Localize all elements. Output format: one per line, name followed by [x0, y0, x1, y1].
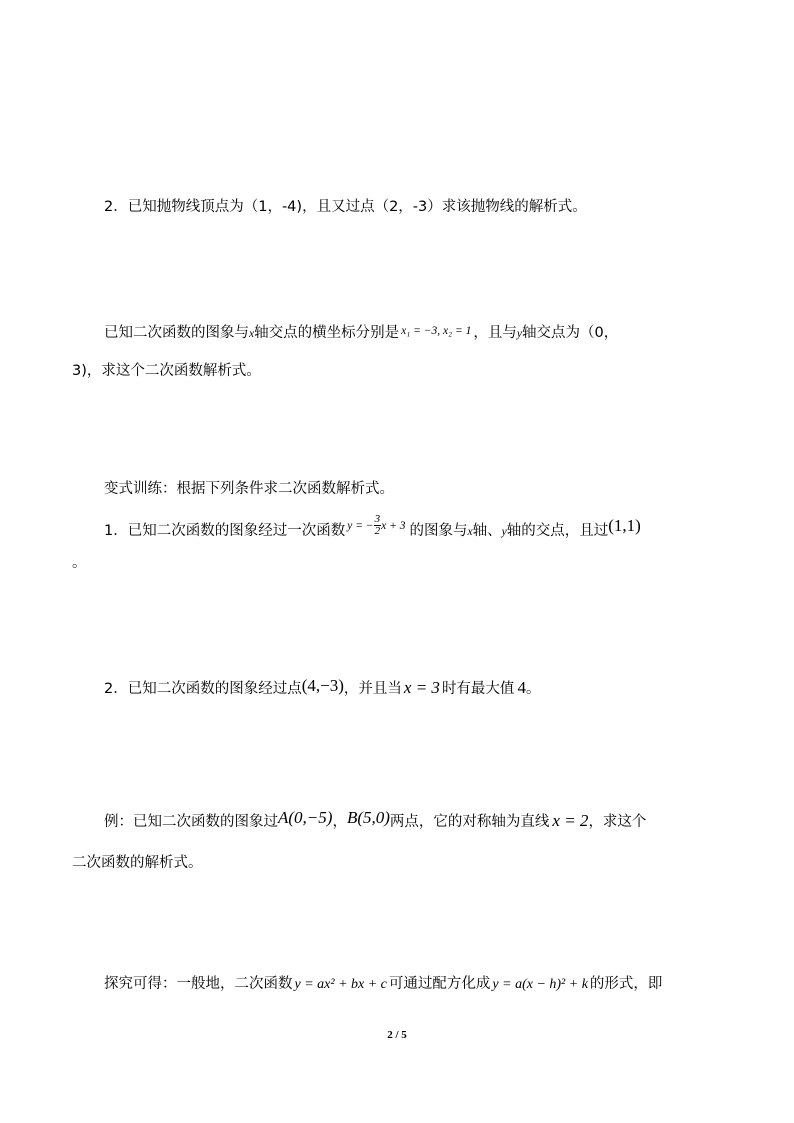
problem-2-text: 2．已知抛物线顶点为（1，-4)，且又过点（2，-3）求该抛物线的解析式。 — [104, 199, 587, 215]
text: 。 — [525, 681, 541, 697]
text: 例：已知二次函数的图象过 — [104, 814, 278, 830]
point-4-neg3: (4,−3) — [301, 676, 344, 695]
linear-eq-lhs: y = − — [347, 520, 374, 532]
problem-intercepts-content — [104, 321, 618, 342]
example-content — [104, 810, 646, 831]
vertex-form: y = a(x − h)² + k — [492, 977, 588, 992]
condition-x-eq-3: x = 3 — [403, 678, 440, 697]
text: 时有最大值 — [441, 681, 515, 697]
text: ， — [332, 814, 347, 830]
text: ，且与 — [473, 325, 517, 341]
point-1-1: (1,1) — [608, 516, 641, 535]
text: 可通过配方化成 — [388, 976, 491, 992]
explore-content — [104, 972, 662, 993]
max-value: 4 — [517, 678, 526, 697]
variant-item-1-content — [104, 512, 641, 543]
text: 轴的交点，且过 — [506, 523, 609, 539]
page-number: 2 / 5 — [387, 1029, 407, 1041]
fraction — [374, 514, 382, 537]
var-y: y — [516, 328, 522, 340]
linear-eq-rhs: x + 3 — [381, 520, 406, 532]
point-b: B(5,0) — [346, 808, 390, 827]
text: 的形式，即 — [589, 976, 663, 992]
general-form: y = ax² + bx + c — [294, 977, 387, 992]
text: 2．已知二次函数的图象经过点 — [104, 681, 302, 697]
text: ，并且当 — [343, 681, 402, 697]
var-x: x — [467, 526, 473, 538]
text: ，求这个 — [588, 814, 647, 830]
point-a: A(0,−5) — [278, 808, 333, 827]
text: 轴交点为（0， — [521, 325, 619, 341]
text: 已知二次函数的图象与 — [104, 325, 249, 341]
fraction-numerator: 3 — [374, 512, 381, 525]
text: 轴交点的横坐标分别是 — [254, 325, 400, 341]
text: 轴、 — [472, 523, 502, 539]
text: 两点，它的对称轴为直线 — [389, 814, 550, 830]
text: 。 — [72, 555, 87, 571]
text: 3)，求这个二次函数解析式。 — [72, 363, 261, 379]
var-y: y — [501, 526, 507, 538]
text: 二次函数的解析式。 — [72, 855, 203, 871]
fraction-denominator: 2 — [374, 524, 381, 537]
variant-title-text: 变式训练：根据下列条件求二次函数解析式。 — [104, 481, 394, 497]
text: 1．已知二次函数的图象经过一次函数 — [104, 523, 346, 539]
roots-formula: x₁ = −3, x₂ = 1 — [401, 325, 472, 337]
text: 的图象与 — [409, 523, 468, 539]
var-x: x — [249, 328, 255, 340]
text: 探究可得：一般地，二次函数 — [104, 976, 293, 992]
axis-x-eq-2: x = 2 — [552, 811, 589, 830]
variant-item-2-content — [104, 677, 540, 698]
